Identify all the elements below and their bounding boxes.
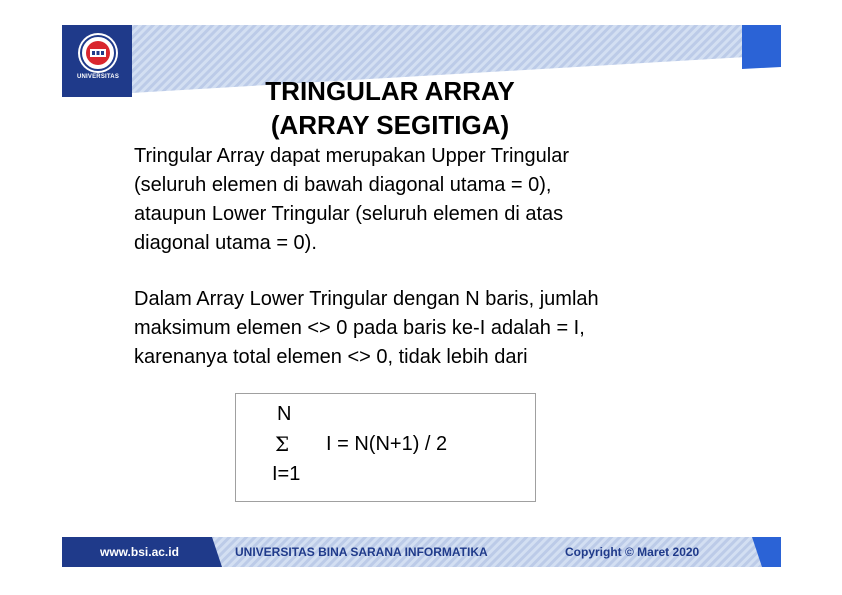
paragraph-definition [134,142,569,258]
footer-university-name: UNIVERSITAS BINA SARANA INFORMATIKA [235,545,488,559]
footer-website-link[interactable]: www.bsi.ac.id [100,545,179,559]
text-line: Dalam Array Lower Tringular dengan N baris, jumlah [134,288,599,310]
text-line: Tringular Array dapat merupakan Upper Tringular [134,145,570,167]
text-line: diagonal utama = 0). [134,232,317,254]
text-line: (seluruh elemen di bawah diagonal utama = 0), [134,174,552,196]
text-line: karenanya total elemen <> 0, tidak lebih dari [134,346,528,368]
university-logo [68,31,128,91]
logo-emblem-icon [68,31,128,91]
summation-lower-limit: I=1 [272,463,301,485]
summation-sigma-symbol: Σ [275,432,290,456]
paragraph-lower-tringular [134,285,599,372]
formula-box [235,393,536,502]
text-line: maksimum elemen <> 0 pada baris ke-I adalah = I, [134,317,585,339]
title-line: TRINGULAR ARRAY [265,76,515,106]
title-line: (ARRAY SEGITIGA) [270,110,510,140]
summation-expression: I = N(N+1) / 2 [326,433,448,455]
footer-band [62,537,781,567]
logo-caption: UNIVERSITAS [76,74,120,80]
summation-upper-limit: N [277,403,292,425]
slide-title [200,74,580,142]
footer-copyright: Copyright © Maret 2020 [565,545,700,559]
text-line: ataupun Lower Tringular (seluruh elemen di atas [134,203,564,225]
